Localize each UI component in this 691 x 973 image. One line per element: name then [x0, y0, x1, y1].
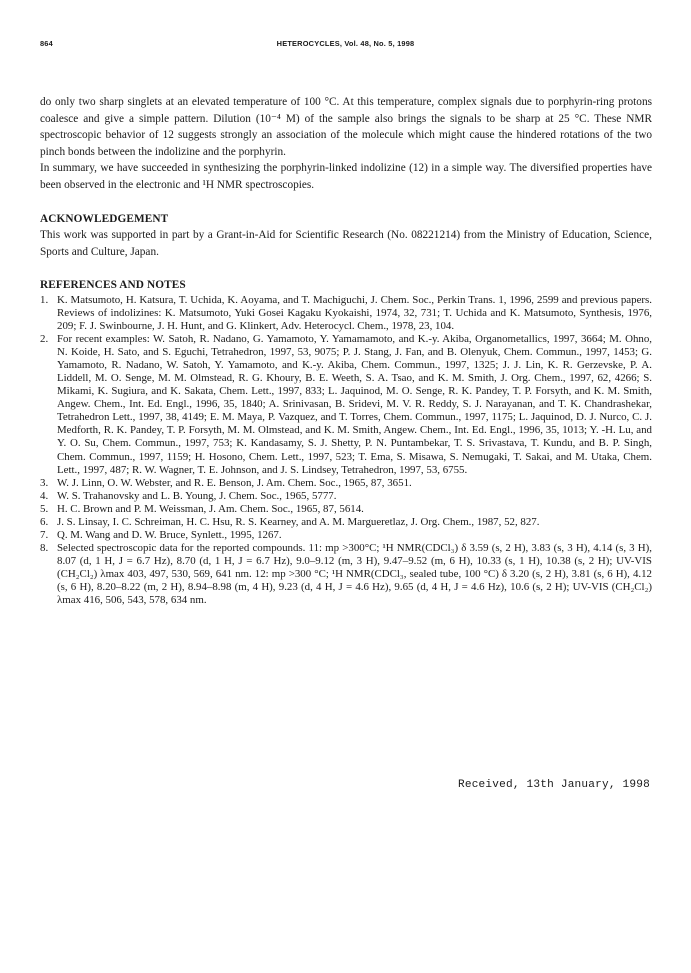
article-body	[40, 94, 652, 607]
reference-item	[40, 503, 652, 516]
reference-text: K. Matsumoto, H. Katsura, T. Uchida, K. Aoyama, and T. Machiguchi, J. Chem. Soc., Perkin Trans. 1, 1996, 2599 and previous papers. Reviews of indolizines: K. Matsumoto, Yuki Gosei Kagaku Kyokaishi, 1974, 32, 731; T. Uchida and K. Matsumoto, Synthesis, 1976, 209; F. J. Swinbourne, J. H. Hunt, and G. Klinkert, Adv. Heterocycl. Chem., 1978, 23, 104.	[57, 293, 652, 333]
reference-item	[40, 490, 652, 503]
reference-number: 5.	[40, 502, 49, 515]
reference-number: 6.	[40, 515, 49, 528]
reference-text: H. C. Brown and P. M. Weissman, J. Am. Chem. Soc., 1965, 87, 5614.	[57, 502, 364, 515]
page-number: 864	[40, 39, 53, 48]
reference-item	[40, 516, 652, 529]
reference-number: 1.	[40, 293, 49, 306]
reference-text: W. J. Linn, O. W. Webster, and R. E. Benson, J. Am. Chem. Soc., 1965, 87, 3651.	[57, 476, 412, 489]
reference-text: Q. M. Wang and D. W. Bruce, Synlett., 1995, 1267.	[57, 528, 282, 541]
summary-paragraph: In summary, we have succeeded in synthesizing the porphyrin-linked indolizine (12) in a simple way. The diversified properties have been observed in the electronic and ¹H NMR spectroscopies.	[40, 162, 652, 191]
received-date: Received, 13th January, 1998	[457, 779, 650, 791]
reference-number: 2.	[40, 333, 49, 346]
acknowledgement-text: This work was supported in part by a Grant-in-Aid for Scientific Research (No. 08221214) from the Ministry of Education, Science, Sports and Culture, Japan.	[40, 229, 652, 258]
reference-number: 4.	[40, 489, 49, 502]
reference-text: J. S. Linsay, I. C. Schreiman, H. C. Hsu, R. S. Kearney, and A. M. Margueretlaz, J. Org. Chem., 1987, 52, 827.	[57, 515, 540, 528]
reference-number: 7.	[40, 528, 49, 541]
reference-item	[40, 529, 652, 542]
reference-item	[40, 294, 652, 333]
reference-number: 3.	[40, 476, 49, 489]
reference-item	[40, 542, 652, 607]
running-title: HETEROCYCLES, Vol. 48, No. 5, 1998	[276, 39, 415, 48]
references-heading: REFERENCES AND NOTES	[40, 279, 186, 292]
reference-number: 8.	[40, 541, 49, 554]
reference-item	[40, 477, 652, 490]
reference-text: For recent examples: W. Satoh, R. Nadano, G. Yamamoto, Y. Yamamamoto, and K.-y. Akiba, Organometallics, 1997, 3664; M. Ohno, N. Koide, H. Sato, and S. Eguchi, Tetrahedron, 1997, 53, 9075; P. J. Stang, J. Fan, and B. Olenyuk, Chem. Commun., 1997, 1453; G. Yamamoto, R. Nadano, W. Satoh, Y. Yamamoto, and K.-y. Akiba, Chem. Commun., 1997, 1325; J. J. Lin, K. R. Gerzevske, P. A. Liddell, M. O. Senge, M. M. Olmstead, R. G. Khoury, B. E. Weeth, S. A. Tsao, and K. M. Smith, J. Org. Chem., 1997, 62, 4266; S. Mikami, K. Sugiura, and K. Sakata, Chem. Lett., 1997, 833; L. Jaquinod, M. O. Senge, R. K. Pandey, T. P. Forsyth, and K. M. Smith, Angew. Chem., Int. Ed. Engl., 1996, 35, 1840; A. Srinivasan, B. Sridevi, M. V. R. Reddy, S. J. Narayanan, and T. K. Chandrashekar, Tetrahedron Lett., 1997, 38, 4149; E. M. Maya, P. Vazquez, and T. Torres, Chem. Commun., 1997, 1175; L. Jaquinod, D. J. Nurco, C. J. Medforth, R. K. Pandey, T. P. Forsyth, M. M. Olmstead, and K. M. Smith, Angew. Chem., Int. Ed. Engl., 1996, 35, 1013; Y. -H. Lu, and Y. O. Su, Chem. Commun., 1997, 753; K. Kandasamy, S. J. Shetty, P. N. Puntambekar, T. S. Srivastava, T. Kundu, and B. P. Singh, Chem. Commun., 1997, 1159; H. Hosono, Chem. Lett., 1997, 523; T. Ema, S. Misawa, S. Nemugaki, T. Sakai, and M. Utaka, Chem. Lett., 1997, 487; R. W. Wagner, T. E. Johnson, and J. S. Lindsey, Tetrahedron, 1997, 53, 6755.	[57, 333, 652, 476]
reference-item	[40, 333, 652, 477]
body-paragraph: do only two sharp singlets at an elevated temperature of 100 °C. At this temperature, complex signals due to porphyrin-ring protons coalesce and give a simple pattern. Dilution (10⁻⁴ M) of the sample also brings the signals to be sharp at 25 °C. These NMR spectroscopic behavior of 12 suggests strongly an association of the molecule which might cause the hindered rotations of the two pinch bonds between the indolizine and the porphyrin.	[40, 96, 652, 158]
reference-list	[40, 294, 652, 607]
reference-text: W. S. Trahanovsky and L. B. Young, J. Chem. Soc., 1965, 5777.	[57, 489, 337, 502]
reference-text: Selected spectroscopic data for the reported compounds. 11: mp >300°C; ¹H NMR(CDCl₃) δ 3.59 (s, 2 H), 3.83 (s, 3 H), 4.14 (s, 3 H), 8.07 (d, 1 H, J = 6.7 Hz), 8.70 (d, 1 H, J = 6.7 Hz), 9.0–9.12 (m, 3 H), 9.47–9.52 (m, 6 H), 10.33 (s, 1 H), 10.38 (s, 2 H); UV-VIS (CH₂Cl₂) λmax 403, 497, 530, 569, 641 nm. 12: mp >300 °C; ¹H NMR(CDCl₃, sealed tube, 100 °C) δ 3.20 (s, 2 H), 3.81 (s, 6 H), 4.12 (s, 6 H), 8.20–8.22 (m, 2 H), 8.94–8.98 (m, 4 H), 9.23 (d, 4 H, J = 4.6 Hz), 9.65 (d, 4 H, J = 4.6 Hz), 10.6 (s, 2 H); UV-VIS (CH₂Cl₂) λmax 416, 506, 543, 578, 634 nm.	[57, 541, 652, 607]
acknowledgement-heading: ACKNOWLEDGEMENT	[40, 212, 169, 225]
